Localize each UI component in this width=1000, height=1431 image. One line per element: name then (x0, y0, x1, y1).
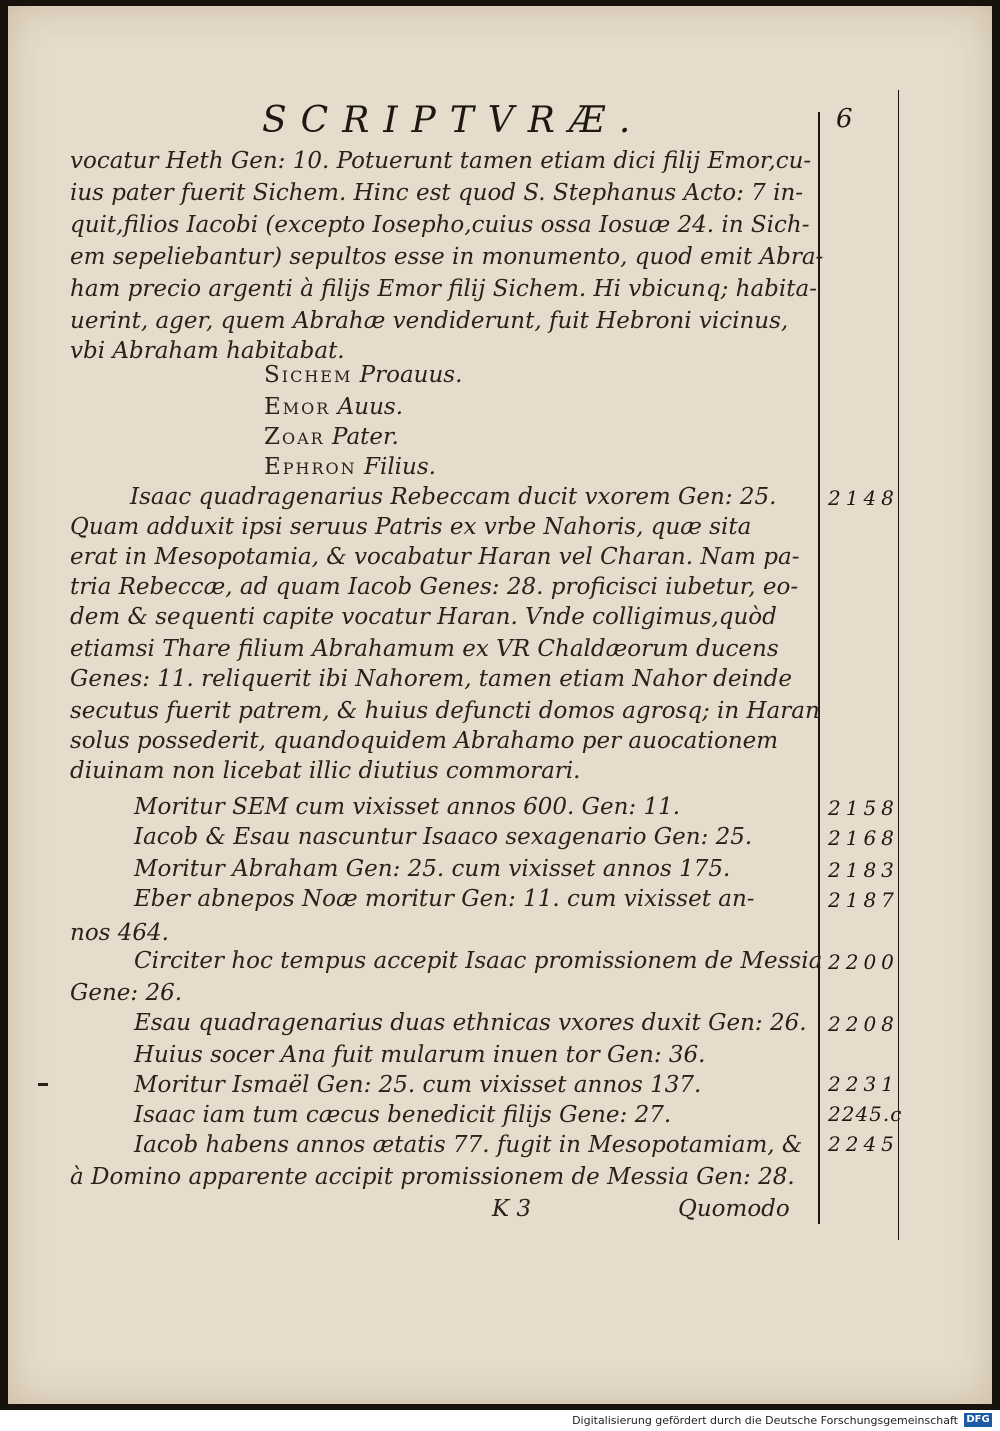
chronicle-entry: Circiter hoc tempus accepit Isaac promissionem de Messia (134, 948, 823, 974)
body-line: Quam adduxit ipsi seruus Patris ex vrbe Nahoris, quæ sita (70, 514, 752, 540)
margin-year: 2187 (828, 888, 899, 912)
body-line: etiamsi Thare filium Abrahamum ex VR Chaldæorum ducens (70, 636, 779, 662)
margin-year-handwritten: 2245.c (828, 1102, 903, 1126)
margin-year: 2200 (828, 950, 899, 974)
catchword: Quomodo (678, 1196, 790, 1222)
genealogy-entry: Sichem Proauus. (264, 362, 463, 388)
running-title: SCRIPTVRÆ. (262, 100, 645, 141)
margin-year: 2183 (828, 858, 899, 882)
body-line: erat in Mesopotamia, & vocabatur Haran vel Charan. Nam pa- (70, 544, 800, 570)
body-line: quit,filios Iacobi (excepto Iosepho,cuius ossa Iosuæ 24. in Sich- (70, 212, 810, 238)
chronicle-entry: Moritur Ismaël Gen: 25. cum vixisset annos 137. (134, 1072, 702, 1098)
chronicle-entry: Gene: 26. (70, 980, 183, 1006)
body-line: dem & sequenti capite vocatur Haran. Vnde colligimus,quòd (70, 604, 777, 630)
genealogy-entry: Emor Auus. (264, 394, 404, 420)
body-line: vocatur Heth Gen: 10. Potuerunt tamen etiam dici filij Emor,cu- (70, 148, 812, 174)
body-line: secutus fuerit patrem, & huius defuncti domos agrosq; in Haran (70, 698, 820, 724)
chronicle-entry: Huius socer Ana fuit mularum inuen tor Gen: 36. (134, 1042, 706, 1068)
body-line: em sepeliebantur) sepultos esse in monumento, quod emit Abra- (70, 244, 824, 270)
chronicle-entry: Iacob habens annos ætatis 77. fugit in Mesopotamiam, & (134, 1132, 803, 1158)
body-line: Isaac quadragenarius Rebeccam ducit vxorem Gen: 25. (130, 484, 777, 510)
body-line: uerint, ager, quem Abrahæ vendiderunt, fuit Hebroni vicinus, (70, 308, 789, 334)
body-line: tria Rebeccæ, ad quam Iacob Genes: 28. proficisci iubetur, eo- (70, 574, 799, 600)
chronicle-entry: Eber abnepos Noæ moritur Gen: 11. cum vixisset an- (134, 886, 755, 912)
margin-year: 2245 (828, 1132, 899, 1156)
chronicle-entry: Isaac iam tum cæcus benedicit filijs Gene: 27. (134, 1102, 672, 1128)
chronicle-entry: à Domino apparente accipit promissionem de Messia Gen: 28. (70, 1164, 795, 1190)
signature-mark: K 3 (492, 1196, 532, 1222)
margin-year: 2208 (828, 1012, 899, 1036)
body-line: Genes: 11. reliquerit ibi Nahorem, tamen etiam Nahor deinde (70, 666, 792, 692)
credit-text: Digitalisierung gefördert durch die Deutsche Forschungsgemeinschaft (572, 1414, 958, 1427)
body-line: solus possederit, quandoquidem Abrahamo per auocationem (70, 728, 779, 754)
margin-mark (38, 1083, 48, 1086)
chronicle-entry: Moritur SEM cum vixisset annos 600. Gen: 11. (134, 794, 681, 820)
margin-year: 2158 (828, 796, 899, 820)
page-number: 6 (836, 104, 853, 134)
body-line: ius pater fuerit Sichem. Hinc est quod S. Stephanus Acto: 7 in- (70, 180, 804, 206)
genealogy-entry: Zoar Pater. (264, 424, 399, 450)
margin-year: 2168 (828, 826, 899, 850)
chronicle-entry: Iacob & Esau nascuntur Isaaco sexagenario Gen: 25. (134, 824, 753, 850)
dfg-logo: DFG (964, 1413, 992, 1427)
body-line: diuinam non licebat illic diutius commorari. (70, 758, 581, 784)
margin-rule (818, 112, 820, 1224)
body-line: vbi Abraham habitabat. (70, 338, 345, 364)
margin-year: 2231 (828, 1072, 899, 1096)
genealogy-entry: Ephron Filius. (264, 454, 436, 480)
margin-year: 2148 (828, 486, 899, 510)
chronicle-entry: nos 464. (70, 920, 169, 946)
chronicle-entry: Moritur Abraham Gen: 25. cum vixisset annos 175. (134, 856, 731, 882)
chronicle-entry: Esau quadragenarius duas ethnicas vxores duxit Gen: 26. (134, 1010, 807, 1036)
outer-rule (898, 90, 899, 1240)
body-line: ham precio argenti à filijs Emor filij Sichem. Hi vbicunq; habita- (70, 276, 817, 302)
